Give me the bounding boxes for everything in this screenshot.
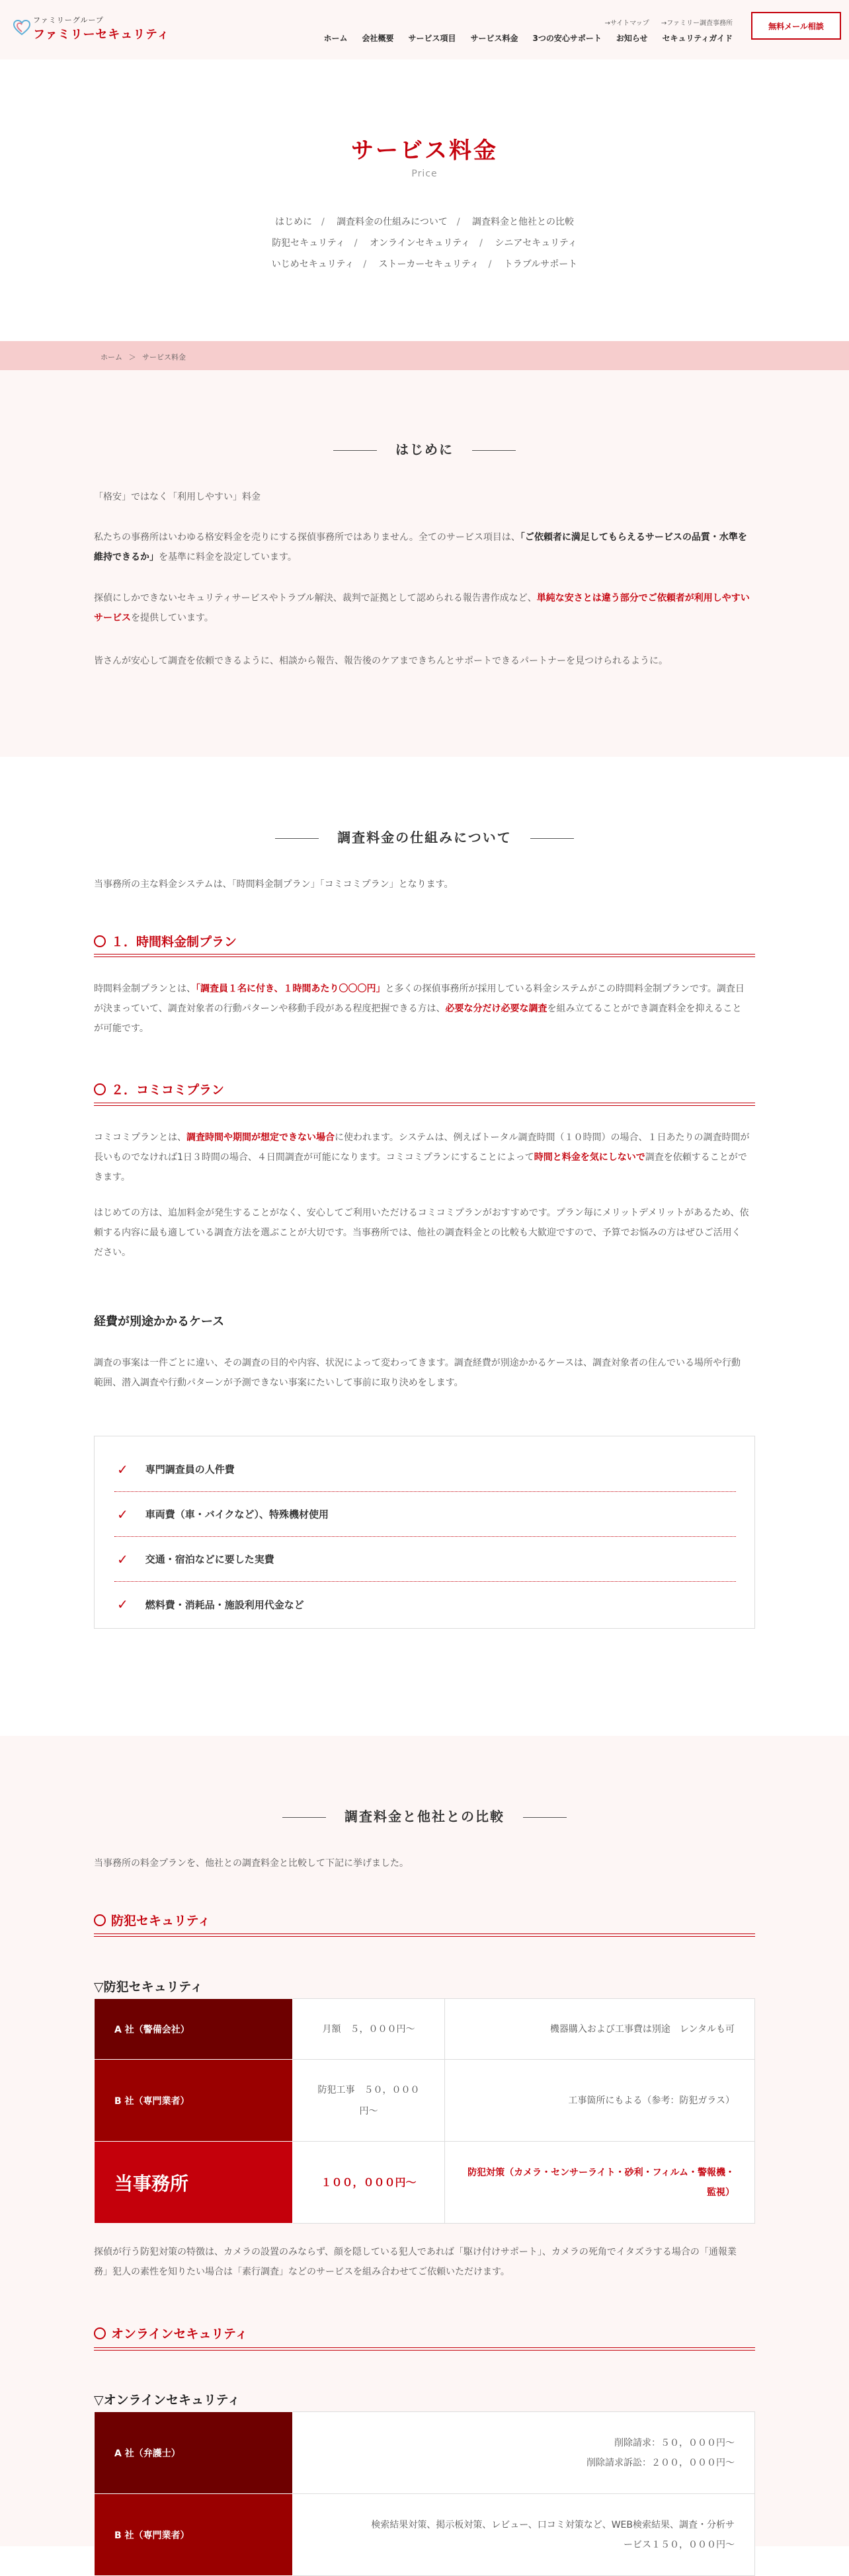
table-row — [95, 1999, 755, 2060]
anchor-ijime[interactable]: いじめセキュリティ — [271, 259, 354, 270]
nav-item-guide[interactable]: セキュリティガイド — [662, 34, 733, 43]
expense-text: 調査の事案は一件ごとに違い、その調査の目的や内容、状況によって変わってきます。調査経費が別途かかるケースは、調査対象者の住んでいる場所や行動範囲、潜入調査や行動パターンが予測できない事案にたいして事前に取り決めをします。 — [94, 1358, 741, 1388]
expense-checklist — [94, 1436, 755, 1629]
anchor-separator: / — [456, 217, 460, 227]
online-compare-table — [94, 2411, 755, 2576]
heading-rule — [94, 954, 755, 957]
heading-rule — [94, 1103, 755, 1106]
heading-rule — [94, 2347, 755, 2351]
anchor-separator: / — [363, 259, 367, 270]
intro-paragraph-2: 探偵にしかできないセキュリティサービスやトラブル解決、裁判で証拠として認められる報告書作成など、単純な安さとは違う部分でご依頼者が利用しやすいサービスを提供しています。 — [94, 593, 750, 623]
table-row — [95, 2142, 755, 2224]
list-item: ✓ 車両費（車・バイクなど）、特殊機材使用 — [114, 1492, 736, 1537]
list-item: ✓ 交通・宿泊などに要した実費 — [114, 1537, 736, 1582]
breadcrumb-separator: ＞ — [128, 353, 136, 362]
intro-title: はじめに — [0, 439, 849, 458]
breadcrumb-home[interactable]: ホーム — [101, 353, 122, 362]
intro-lead: 「格安」ではなく「利用しやすい」料金 — [94, 492, 261, 502]
price-cell: 防犯工事 ５０，０００円〜 — [293, 2060, 445, 2142]
compare-title: 調査料金と他社との比較 — [0, 1806, 849, 1825]
top-links — [605, 17, 733, 27]
main-nav — [323, 32, 733, 44]
anchor-separator: / — [479, 238, 483, 249]
plan-comicomi-text: コミコミプランとは、調査時間や期間が想定できない場合に使われます。システムは、例えばトータル調査時間（１０時間）の場合、１日あたりの調査時間が長いものでなければ1日３時間の場合、４日間調査が可能になります。コミコミプランにすることによって時間と料金を気にしないで調査を依頼することができます。 — [94, 1132, 750, 1183]
anchor-stalker[interactable]: ストーカーセキュリティ — [378, 259, 479, 270]
company-cell: A 社（弁護士） — [95, 2412, 293, 2494]
nav-item-price[interactable]: サービス料金 — [470, 34, 518, 43]
company-cell: B 社（専門業者） — [95, 2060, 293, 2142]
breadcrumb — [101, 352, 186, 362]
heading-rule — [94, 1933, 755, 1937]
price-cell: １００，０００円〜 — [293, 2142, 445, 2224]
bouhan-table-title: ▽防犯セキュリティ — [94, 1980, 203, 1994]
nav-item-support[interactable]: 3つの安心サポート — [532, 34, 602, 43]
plan-comicomi-text-2: はじめての方は、追加料金が発生することがなく、安心してご利用いただけるコミコミプランがおすすめです。プラン毎にメリットデメリットがあるため、依頼する内容に最も適している調査方法を選ぶことが大切です。当事務所では、他社の調査料金との比較も大歓迎ですので、予算でお悩みの方はぜひご活用ください。 — [94, 1208, 749, 1258]
anchor-bouhan[interactable]: 防犯セキュリティ — [272, 238, 345, 249]
note-cell: 防犯対策（カメラ・センサーライト・砂利・フィルム・警報機・監視） — [445, 2142, 755, 2224]
link-sitemap[interactable]: →サイトマップ — [604, 20, 649, 27]
anchor-senior[interactable]: シニアセキュリティ — [495, 238, 577, 249]
note-cell: 削除請求：５０，０００円〜 削除請求訴訟：２００，０００円〜 — [293, 2412, 755, 2494]
intro-paragraph-1: 私たちの事務所はいわゆる格安料金を売りにする探偵事務所ではありません。全てのサービス項目は、「ご依頼者に満足してもらえるサービスの品質・水準を維持できるか」を基準に料金を設定しています。 — [94, 532, 747, 563]
plan-hourly-text: 時間料金制プランとは、「調査員１名に付き、１時間あたり〇〇〇円」と多くの探偵事務所が採用している料金システムがこの時間料金制プランです。調査日が決まっていて、調査対象者の行動パターンや移動手段がある程度把握できる方は、必要な分だけ必要な調査を組み立てることができ調査料金を抑えることが可能です。 — [94, 984, 745, 1034]
heart-logo-icon — [13, 20, 29, 37]
logo-title: ファミリーセキュリティ — [33, 28, 170, 42]
nav-item-company[interactable]: 会社概要 — [362, 34, 394, 43]
anchor-separator: / — [488, 259, 492, 270]
check-icon: ✓ — [117, 1551, 128, 1567]
online-table-title: ▽オンラインセキュリティ — [94, 2393, 241, 2407]
company-cell: A 社（警備会社） — [95, 1999, 293, 2060]
company-cell: B 社（専門業者） — [95, 2494, 293, 2576]
anchor-online[interactable]: オンラインセキュリティ — [369, 238, 471, 249]
price-cell: 月額 ５，０００円〜 — [293, 1999, 445, 2060]
nav-item-news[interactable]: お知らせ — [616, 34, 648, 43]
company-cell: 当事務所 — [95, 2142, 293, 2224]
free-mail-consult-button[interactable]: 無料メール相談 — [751, 12, 841, 40]
check-icon: ✓ — [117, 1461, 128, 1477]
expense-heading: 経費が別途かかるケース — [94, 1315, 225, 1329]
anchor-links — [0, 212, 849, 275]
link-family-office[interactable]: →ファミリー調査事務所 — [661, 20, 733, 27]
online-heading: オンラインセキュリティ — [94, 2324, 755, 2342]
note-cell: 機器購入および工事費は別途 レンタルも可 — [445, 1999, 755, 2060]
table-row — [95, 2494, 755, 2576]
list-item: ✓ 専門調査員の人件費 — [114, 1447, 736, 1492]
check-icon: ✓ — [117, 1506, 128, 1522]
plan-comicomi-heading: ２．コミコミプラン — [94, 1080, 755, 1098]
bouhan-heading: 防犯セキュリティ — [94, 1911, 755, 1929]
site-logo[interactable] — [13, 15, 169, 42]
breadcrumb-bar — [0, 341, 849, 370]
compare-lead: 当事務所の料金プランを、他社との調査料金と比較して下記に挙げました。 — [94, 1858, 409, 1869]
anchor-separator: / — [321, 217, 325, 227]
page-title: サービス料金 — [351, 137, 498, 164]
note-cell: 検索結果対策、掲示板対策、レビュー、口コミ対策など、WEB検索結果、調査・分析サ ービス１５０，０００円〜 — [293, 2494, 755, 2576]
anchor-compare[interactable]: 調査料金と他社との比較 — [472, 217, 575, 227]
anchor-intro[interactable]: はじめに — [274, 217, 312, 227]
list-item: ✓ 燃料費・消耗品・施設利用代金など — [117, 1596, 304, 1612]
nav-item-home[interactable]: ホーム — [323, 34, 348, 43]
plan-hourly-heading: １．時間料金制プラン — [94, 932, 755, 950]
table-row — [95, 2412, 755, 2494]
anchor-system[interactable]: 調査料金の仕組みについて — [337, 217, 448, 227]
table-row — [95, 2060, 755, 2142]
system-title: 調査料金の仕組みについて — [0, 827, 849, 846]
note-cell: 工事箇所にもよる（参考：防犯ガラス） — [445, 2060, 755, 2142]
nav-item-services[interactable]: サービス項目 — [408, 34, 456, 43]
intro-paragraph-3: 皆さんが安心して調査を依頼できるように、相談から報告、報告後のケアまできちんとサポートできるパートナーを見つけられるように。 — [94, 656, 668, 666]
logo-subtitle: ファミリーグループ — [33, 16, 104, 24]
page-subtitle: Price — [411, 169, 438, 179]
breadcrumb-current: サービス料金 — [142, 353, 186, 362]
bouhan-compare-table — [94, 1998, 755, 2224]
anchor-separator: / — [354, 238, 358, 249]
anchor-trouble[interactable]: トラブルサポート — [503, 259, 578, 270]
site-header — [0, 0, 849, 59]
system-lead: 当事務所の主な料金システムは、「時間料金制プラン」「コミコミプラン」となります。 — [94, 879, 454, 890]
check-icon: ✓ — [117, 1596, 128, 1612]
bouhan-text: 探偵が行う防犯対策の特徴は、カメラの設置のみならず、顔を隠している犯人であれば「駆け付けサポート」、カメラの死角でイタズラする場合の「通報業務」犯人の素性を知りたい場合は「素行調査」などのサービスを組み合わせてご依頼いただけます。 — [94, 2247, 737, 2277]
